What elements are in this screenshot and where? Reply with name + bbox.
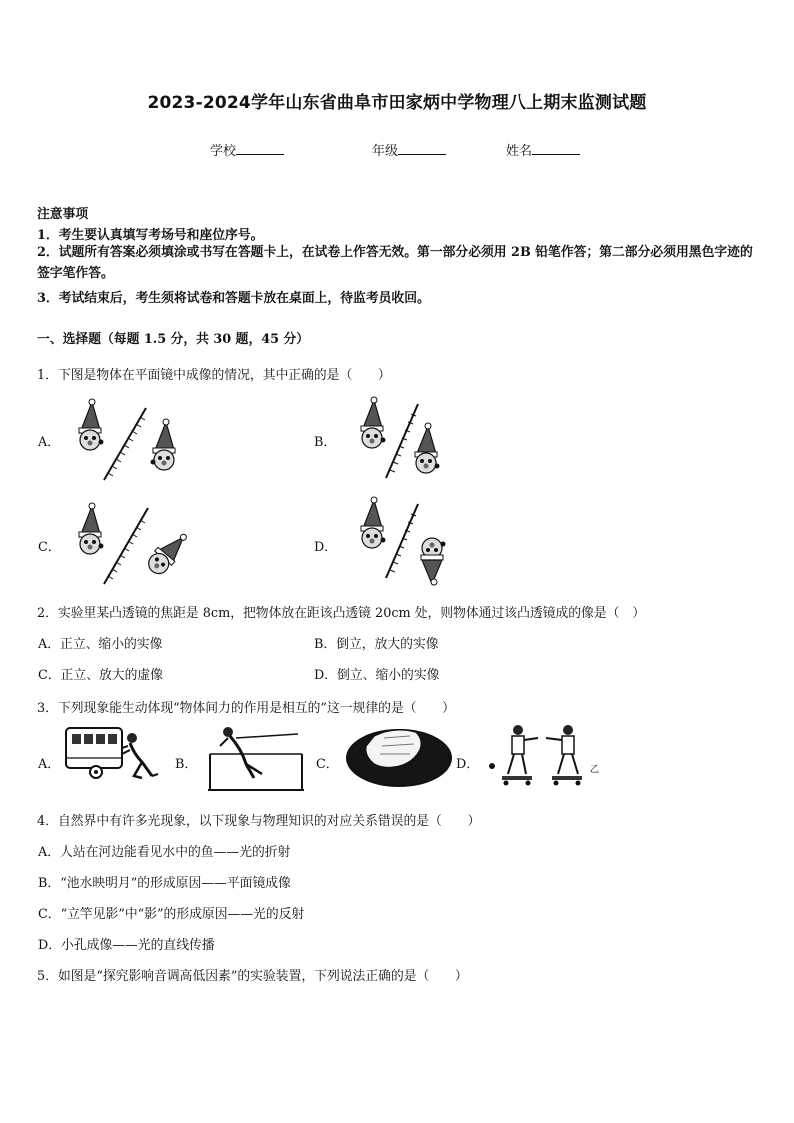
notice-item-2: 2．试题所有答案必须填涂或书写在答题卡上，在试卷上作答无效。第一部分必须用 2B 铅笔作答；第二部分必须用黑色字迹的签字笔作答。 [37,245,753,281]
grade-label: 年级 [372,144,399,159]
q3-figure-a-pushing-bus [64,724,160,788]
q1-option-a-label: A． [38,435,61,450]
name-label: 姓名 [506,144,533,159]
q1-figure-d [352,496,472,586]
school-field [210,140,284,159]
clown-image-icon [415,423,440,473]
q4-option-d: D．小孔成像——光的直线传播 [38,938,215,953]
school-label: 学校 [210,144,237,159]
q3-option-b-label: B． [175,757,198,772]
q1-figure-c [70,502,190,587]
q3-option-d-label: D． [456,757,480,772]
q4-option-a: A．人站在河边能看见水中的鱼——光的折射 [38,845,291,860]
clown-object-icon [361,397,386,448]
name-blank [532,141,580,155]
q3-option-a-label: A． [38,757,61,772]
clown-object-icon [79,503,104,554]
clown-object-icon [361,497,386,548]
skater-pushing-icon [489,725,538,786]
question-1-stem: 1．下图是物体在平面镜中成像的情况，其中正确的是（ ） [37,368,391,383]
plane-mirror-icon [104,408,146,480]
q1-option-b-label: B． [314,435,337,450]
q3-figure-d-skaters [486,722,604,792]
vaulter-icon [208,727,304,790]
plane-mirror-icon [104,508,148,584]
q2-option-c: C．正立、放大的虚像 [38,668,163,683]
notice-item-3: 3．考试结束后，考生须将试卷和答题卡放在桌面上，待监考员收回。 [37,291,430,306]
clown-image-icon [144,527,192,579]
question-4-stem: 4．自然界中有许多光现象，以下现象与物理知识的对应关系错误的是（ ） [37,814,481,829]
q2-option-b: B．倒立，放大的实像 [314,637,439,652]
q4-option-b: B．“池水映明月”的形成原因——平面镜成像 [38,876,291,891]
plane-mirror-icon [386,404,418,478]
q3-figure-label-yi: 乙 [590,765,600,775]
q2-option-d: D．倒立、缩小的实像 [314,668,440,683]
section-heading: 一、选择题（每题 1.5 分，共 30 题，45 分） [37,332,310,347]
person-pushing-icon [122,733,158,778]
q1-figure-b [352,396,472,481]
name-field [506,140,580,159]
question-2-stem: 2．实验里某凸透镜的焦距是 8cm，把物体放在距该凸透镜 20cm 处，则物体通过该凸透镜成的像是（ ） [37,606,646,621]
q2-option-a: A．正立、缩小的实像 [38,637,163,652]
grade-field [372,140,446,159]
question-3-stem: 3．下列现象能生动体现“物体间力的作用是相互的”这一规律的是（ ） [37,701,455,716]
clown-inverted-image-icon [421,538,446,585]
q1-option-d-label: D． [314,540,338,555]
notice-item-1: 1．考生要认真填写考场号和座位序号。 [37,228,264,243]
notice-heading: 注意事项 [37,207,89,222]
q4-option-c: C．“立竿见影”中“影”的形成原因——光的反射 [38,907,305,922]
ball-and-hand-icon [347,730,451,786]
q3-figure-c-pressing-ball [344,726,454,788]
question-5-stem: 5．如图是“探究影响音调高低因素”的实验装置，下列说法正确的是（ ） [37,969,468,984]
q1-option-c-label: C． [38,540,61,555]
grade-blank [398,141,446,155]
q3-option-c-label: C． [316,757,339,772]
q1-figure-a [70,398,190,483]
skater-pushed-icon [546,725,582,786]
q3-figure-b-pole-vault [206,724,306,792]
page-title: 2023-2024学年山东省曲阜市田家炳中学物理八上期末监测试题 [147,93,647,113]
bus-icon [66,728,122,778]
school-blank [236,141,284,155]
plane-mirror-icon [386,504,418,578]
clown-object-icon [79,399,104,450]
clown-image-icon [151,419,176,470]
